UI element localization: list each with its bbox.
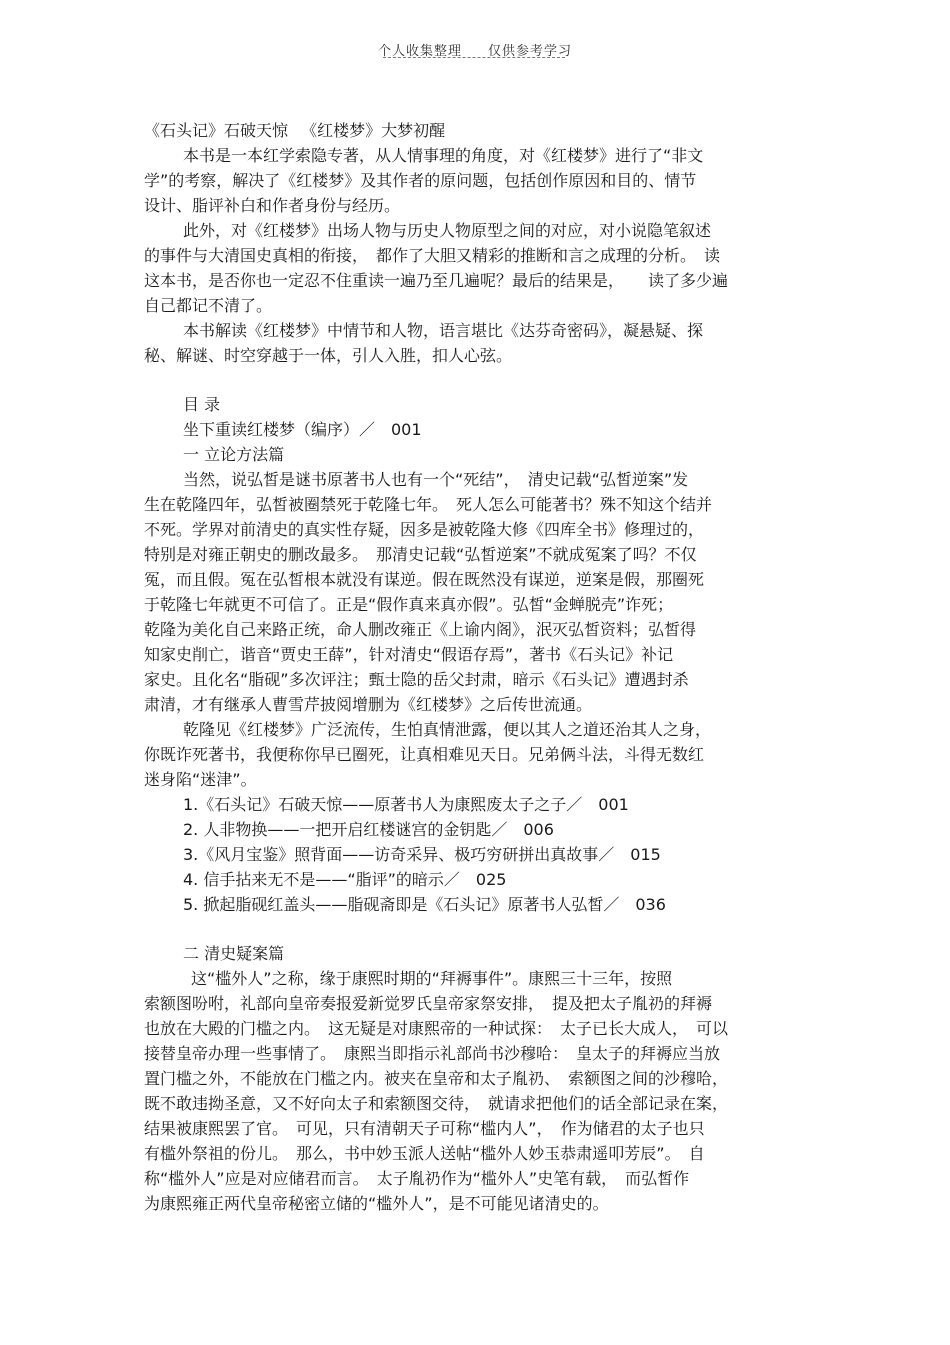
section-text-line: 结果被康熙罢了官。 可见，只有清朝天子可称“槛内人”， 作为储君的太子也只 bbox=[144, 1119, 705, 1138]
intro-line: 设计、脂评补白和作者身份与经历。 bbox=[144, 196, 401, 215]
header-right-text: 仅供参考学习 bbox=[488, 44, 573, 59]
section-text-line: 接替皇帝办理一些事情了。 康熙当即指示礼部尚书沙穆哈： 皇太子的拜褥应当放 bbox=[144, 1044, 721, 1063]
section-text-line: 也放在大殿的门槛之内。 这无疑是对康熙帝的一种试探： 太子已长大成人， 可以 bbox=[144, 1019, 729, 1038]
section-text-line: 不死。学界对前清史的真实性存疑，因多是被乾隆大修《四库全书》修理过的， bbox=[144, 520, 705, 539]
intro-line: 这本书，是否你也一定忍不住重读一遍乃至几遍呢？最后的结果是， 读了多少遍 bbox=[144, 271, 729, 290]
section-text-line: 肃清，才有继承人曹雪芹披阅增删为《红楼梦》之后传世流通。 bbox=[144, 695, 593, 714]
toc-preface-entry: 坐下重读红楼梦（编序）／ 001 bbox=[183, 420, 422, 439]
intro-line: 本书解读《红楼梦》中情节和人物，语言堪比《达芬奇密码》，凝悬疑、探 bbox=[183, 321, 704, 340]
section-title: 二 清史疑案篇 bbox=[183, 944, 285, 963]
section-text-line: 于乾隆七年就更不可信了。正是“假作真来真亦假”。弘皙“金蝉脱壳”诈死； bbox=[144, 595, 674, 614]
section-title: 一 立论方法篇 bbox=[183, 445, 285, 464]
section-text-line: 这“槛外人”之称，缘于康熙时期的“拜褥事件”。康熙三十三年，按照 bbox=[191, 969, 673, 988]
toc-entry: 1.《石头记》石破天惊——原著书人为康熙废太子之子／ 001 bbox=[183, 795, 629, 814]
header-left-text: 个人收集整理 bbox=[377, 44, 462, 59]
toc-entry: 3.《风月宝鉴》照背面——访奇采异、极巧穷研拼出真故事／ 015 bbox=[183, 845, 661, 864]
section-text-line: 特别是对雍正朝史的删改最多。 那清史记载“弘皙逆案”不就成冤案了吗？不仅 bbox=[144, 545, 697, 564]
section-text-line: 乾隆为美化自己来路正统，命人删改雍正《上谕内阁》，泯灭弘皙资料；弘皙得 bbox=[144, 620, 697, 639]
section-text-line: 你既诈死著书，我便称你早已圈死，让真相难见天日。兄弟俩斗法，斗得无数红 bbox=[144, 745, 705, 764]
section-text-line: 乾隆见《红楼梦》广泛流传，生怕真情泄露，便以其人之道还治其人之身， bbox=[183, 720, 712, 739]
intro-line: 的事件与大清国史真相的衔接， 都作了大胆又精彩的推断和言之成理的分析。 读 bbox=[144, 246, 721, 265]
intro-line: 自己都记不清了。 bbox=[144, 296, 273, 315]
intro-line: 学”的考察，解决了《红楼梦》及其作者的原问题，包括创作原因和目的、情节 bbox=[144, 171, 697, 190]
section-text-line: 索额图吩咐，礼部向皇帝奏报爱新觉罗氏皇帝家祭安排， 提及把太子胤礽的拜褥 bbox=[144, 994, 713, 1013]
section-text-line: 置门槛之外，不能放在门槛之内。被夹在皇帝和太子胤礽、 索额图之间的沙穆哈， bbox=[144, 1069, 729, 1088]
intro-line: 此外，对《红楼梦》出场人物与历史人物原型之间的对应，对小说隐笔叙述 bbox=[183, 221, 712, 240]
intro-line: 本书是一本红学索隐专著，从人情事理的角度，对《红楼梦》进行了“非文 bbox=[183, 146, 704, 165]
section-text-line: 冤，而且假。冤在弘皙根本就没有谋逆。假在既然没有谋逆，逆案是假，那圈死 bbox=[144, 570, 705, 589]
section-text-line: 家史。且化名“脂砚”多次评注；甄士隐的岳父封肃，暗示《石头记》遭遇封杀 bbox=[144, 670, 689, 689]
intro-line: 秘、解谜、时空穿越于一体，引人入胜，扣人心弦。 bbox=[144, 346, 513, 365]
section-text-line: 称“槛外人”应是对应储君而言。 太子胤礽作为“槛外人”史笔有载， 而弘皙作 bbox=[144, 1169, 690, 1188]
section-text-line: 生在乾隆四年，弘皙被圈禁死于乾隆七年。 死人怎么可能著书？殊不知这个结并 bbox=[144, 495, 713, 514]
section-text-line: 既不敢违拗圣意，又不好向太子和索额图交待， 就请求把他们的话全部记录在案， bbox=[144, 1094, 729, 1113]
section-text-line: 有槛外祭祖的份儿。 那么，书中妙玉派人送帖“槛外人妙玉恭肃遥叩芳辰”。 自 bbox=[144, 1144, 705, 1163]
toc-entry: 2. 人非物换——一把开启红楼谜宫的金钥匙／ 006 bbox=[183, 820, 554, 839]
section-text-line: 知家史削亡，谐音“贾史王薛”，针对清史“假语存焉”，著书《石头记》补记 bbox=[144, 645, 674, 664]
document-title: 《石头记》石破天惊 《红楼梦》大梦初醒 bbox=[144, 121, 446, 140]
section-text-line: 为康熙雍正两代皇帝秘密立储的“槛外人”，是不可能见诸清史的。 bbox=[144, 1194, 609, 1213]
toc-entry: 4. 信手拈来无不是——“脂评”的暗示／ 025 bbox=[183, 870, 507, 889]
toc-entry: 5. 掀起脂砚红盖头——脂砚斋即是《石头记》原著书人弘皙／ 036 bbox=[183, 895, 666, 914]
section-text-line: 迷身陷“迷津”。 bbox=[144, 770, 257, 789]
section-text-line: 当然，说弘皙是谜书原著书人也有一个“死结”， 清史记载“弘皙逆案”发 bbox=[183, 470, 689, 489]
toc-heading: 目 录 bbox=[183, 395, 221, 414]
